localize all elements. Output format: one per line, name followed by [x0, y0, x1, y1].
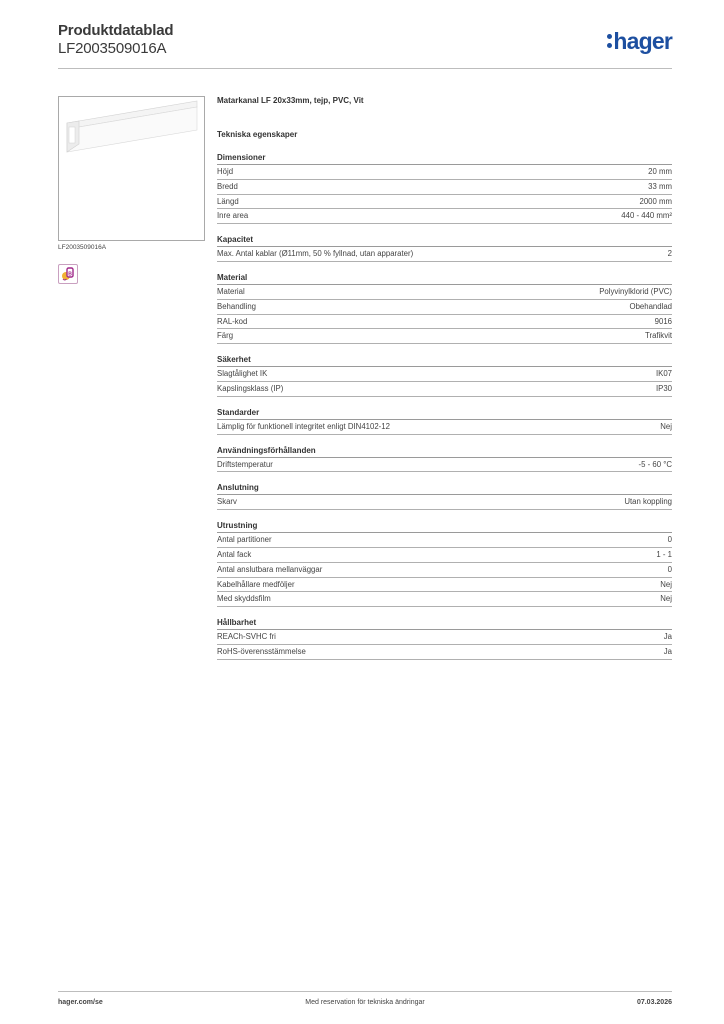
property-label: Antal anslutbara mellanväggar — [217, 564, 323, 574]
property-row — [217, 548, 672, 563]
property-table — [217, 457, 672, 473]
property-value: Ja — [663, 632, 672, 642]
property-value: Polyvinylklorid (PVC) — [599, 286, 672, 296]
property-section — [217, 616, 672, 660]
property-sections — [217, 151, 672, 660]
property-value: Nej — [660, 579, 672, 589]
property-value: Utan koppling — [624, 497, 672, 507]
property-value: 2 — [667, 249, 672, 259]
cable-duct-illustration — [59, 97, 204, 240]
section-title: Kapacitet — [217, 235, 254, 245]
property-label: RAL-kod — [217, 316, 248, 326]
property-label: Slagtålighet IK — [217, 369, 268, 379]
property-section — [217, 519, 672, 607]
product-image — [58, 96, 205, 241]
property-row — [217, 285, 672, 300]
property-row — [217, 645, 672, 660]
footer-date: 07.03.2026 — [636, 999, 672, 1006]
property-table — [217, 284, 672, 344]
property-label: REACh-SVHC fri — [217, 632, 276, 642]
property-row — [217, 209, 672, 224]
property-section — [217, 406, 672, 435]
property-value: 2000 mm — [639, 196, 672, 206]
property-section — [217, 151, 672, 224]
property-section — [217, 353, 672, 397]
property-table — [217, 532, 672, 607]
property-row — [217, 180, 672, 195]
property-label: Kabelhållare medföljer — [217, 579, 295, 589]
section-title: Material — [217, 272, 248, 282]
property-row — [217, 367, 672, 382]
footer-divider — [58, 991, 672, 992]
property-row — [217, 329, 672, 344]
section-title: Säkerhet — [217, 355, 251, 365]
property-label: Färg — [217, 331, 234, 341]
property-table — [217, 164, 672, 224]
header-divider — [58, 68, 672, 69]
property-section — [217, 444, 672, 473]
property-label: Inre area — [217, 211, 249, 221]
property-table — [217, 419, 672, 435]
page-footer — [58, 999, 672, 1011]
document-title: Produktdatablad — [58, 22, 174, 39]
property-row — [217, 592, 672, 607]
svg-text:B: B — [68, 271, 72, 278]
property-value: Obehandlad — [629, 301, 672, 311]
property-row — [217, 315, 672, 330]
property-label: Höjd — [217, 167, 234, 176]
property-table — [217, 494, 672, 510]
property-table — [217, 246, 672, 262]
property-label: Material — [217, 286, 245, 296]
property-label: Skarv — [217, 497, 237, 507]
property-row — [217, 420, 672, 435]
property-label: Antal fack — [217, 549, 252, 559]
section-title: Dimensioner — [217, 153, 266, 162]
page-header — [58, 22, 672, 70]
product-name: Matarkanal LF 20x33mm, tejp, PVC, Vit — [217, 96, 364, 105]
property-row — [217, 165, 672, 180]
property-row — [217, 382, 672, 397]
property-section — [217, 481, 672, 510]
logo-text: hager — [613, 28, 672, 54]
property-row — [217, 300, 672, 315]
property-row — [217, 563, 672, 578]
property-value: 440 - 440 mm² — [621, 211, 672, 221]
property-value: 33 mm — [648, 181, 672, 191]
property-row — [217, 495, 672, 510]
property-label: Antal partitioner — [217, 535, 272, 545]
logo-colon-icon — [607, 32, 612, 49]
property-label: Längd — [217, 196, 239, 206]
property-value: 0 — [667, 535, 672, 545]
property-label: Lämplig för funktionell integritet enligt DIN4102-12 — [217, 421, 390, 431]
image-caption: LF2003509016A — [58, 244, 107, 251]
section-title: Användningsförhållanden — [217, 445, 316, 455]
section-title: Anslutning — [217, 483, 259, 493]
property-value: Ja — [663, 646, 672, 656]
property-value: -5 - 60 °C — [638, 459, 672, 469]
property-label: Med skyddsfilm — [217, 594, 271, 604]
property-value: 1 - 1 — [656, 549, 672, 559]
section-title: Standarder — [217, 407, 260, 417]
property-row — [217, 247, 672, 262]
hager-logo — [607, 28, 672, 55]
property-value: Nej — [660, 594, 672, 604]
property-label: Max. Antal kablar (Ø11mm, 50 % fyllnad, utan apparater) — [217, 249, 414, 259]
property-table — [217, 629, 672, 660]
footer-website: hager.com/se — [58, 999, 103, 1006]
property-row — [217, 578, 672, 593]
section-title: Hållbarhet — [217, 618, 257, 628]
technical-properties-heading: Tekniska egenskaper — [217, 130, 298, 139]
recycling-certification-icon — [58, 264, 78, 284]
property-label: RoHS-överensstämmelse — [217, 646, 306, 656]
property-label: Driftstemperatur — [217, 459, 273, 469]
property-section — [217, 233, 672, 262]
property-label: Behandling — [217, 301, 257, 311]
property-section — [217, 271, 672, 344]
property-value: IP30 — [655, 383, 672, 393]
property-value: 0 — [667, 564, 672, 574]
property-table — [217, 366, 672, 397]
product-id: LF2003509016A — [58, 40, 167, 57]
property-value: 20 mm — [648, 167, 672, 176]
property-value: IK07 — [655, 369, 672, 379]
section-title: Utrustning — [217, 521, 258, 531]
footer-disclaimer: Med reservation för tekniska ändringar — [305, 999, 425, 1006]
property-value: Nej — [660, 421, 672, 431]
property-label: Kapslingsklass (IP) — [217, 383, 284, 393]
property-label: Bredd — [217, 181, 238, 191]
property-row — [217, 458, 672, 473]
property-row — [217, 630, 672, 645]
product-details — [217, 96, 672, 660]
property-row — [217, 533, 672, 548]
property-value: Trafikvit — [645, 331, 672, 341]
property-row — [217, 195, 672, 210]
property-value: 9016 — [654, 316, 672, 326]
